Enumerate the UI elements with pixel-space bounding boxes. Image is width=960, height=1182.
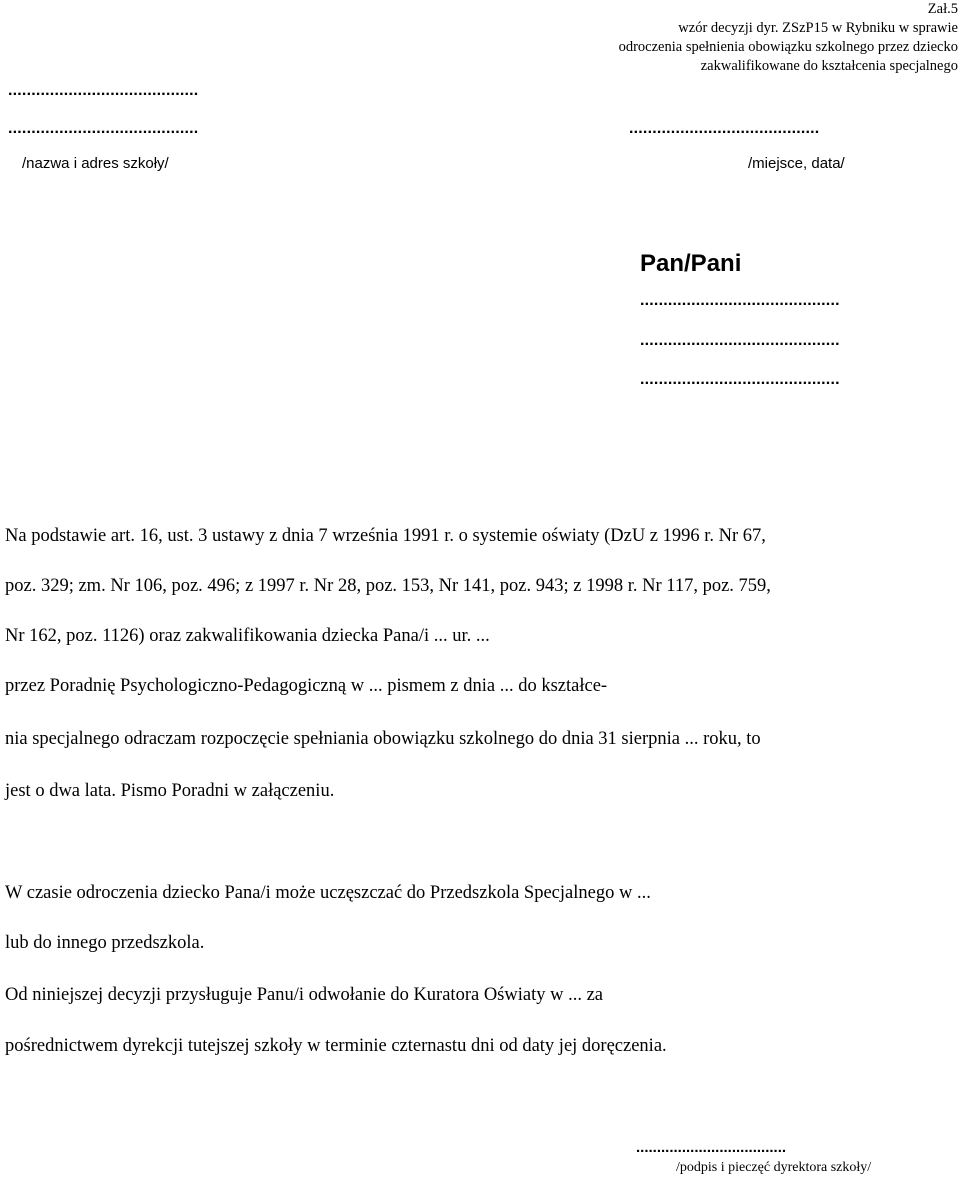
school-name-dots: .........................................: [8, 82, 199, 99]
place-date-caption: /miejsce, data/: [748, 155, 845, 172]
addressee-dots: ...........................................: [640, 292, 840, 309]
place-date-dots: .........................................: [629, 120, 820, 137]
header-note-line: zakwalifikowane do kształcenia specjalnego: [700, 58, 958, 74]
header-note-line: wzór decyzji dyr. ZSzP15 w Rybniku w sprawie: [678, 20, 958, 36]
school-caption: /nazwa i adres szkoły/: [22, 155, 169, 172]
body-line: Nr 162, poz. 1126) oraz zakwalifikowania dziecka Pana/i ... ur. ...: [5, 626, 490, 646]
body-line: nia specjalnego odraczam rozpoczęcie spełniania obowiązku szkolnego do dnia 31 sierpnia ... roku, to: [5, 729, 761, 749]
body-line: poz. 329; zm. Nr 106, poz. 496; z 1997 r. Nr 28, poz. 153, Nr 141, poz. 943; z 1998 r. Nr 117, poz. 759,: [5, 576, 771, 596]
school-address-dots: .........................................: [8, 120, 199, 137]
addressee-dots: ...........................................: [640, 371, 840, 388]
body-line: W czasie odroczenia dziecko Pana/i może uczęszczać do Przedszkola Specjalnego w ...: [5, 883, 651, 903]
addressee-dots: ...........................................: [640, 332, 840, 349]
body-line: przez Poradnię Psychologiczno-Pedagogiczną w ... pismem z dnia ... do kształce-: [5, 676, 608, 696]
addressee-greeting: Pan/Pani: [640, 250, 742, 277]
header-note: [619, 0, 958, 76]
body-line: pośrednictwem dyrekcji tutejszej szkoły w terminie czternastu dni od daty jej doręczenia.: [5, 1036, 667, 1056]
signature-dots: ....................................: [636, 1139, 787, 1156]
body-line: jest o dwa lata. Pismo Poradni w załączeniu.: [5, 781, 335, 801]
body-line: lub do innego przedszkola.: [5, 933, 205, 953]
body-line: Na podstawie art. 16, ust. 3 ustawy z dnia 7 września 1991 r. o systemie oświaty (DzU z 1996 r. Nr 67,: [5, 526, 766, 546]
header-note-line: Zał.5: [927, 1, 958, 17]
signature-caption: /podpis i pieczęć dyrektora szkoły/: [676, 1160, 872, 1175]
body-line: Od niniejszej decyzji przysługuje Panu/i odwołanie do Kuratora Oświaty w ... za: [5, 985, 604, 1005]
header-note-line: odroczenia spełnienia obowiązku szkolnego przez dziecko: [618, 39, 958, 55]
